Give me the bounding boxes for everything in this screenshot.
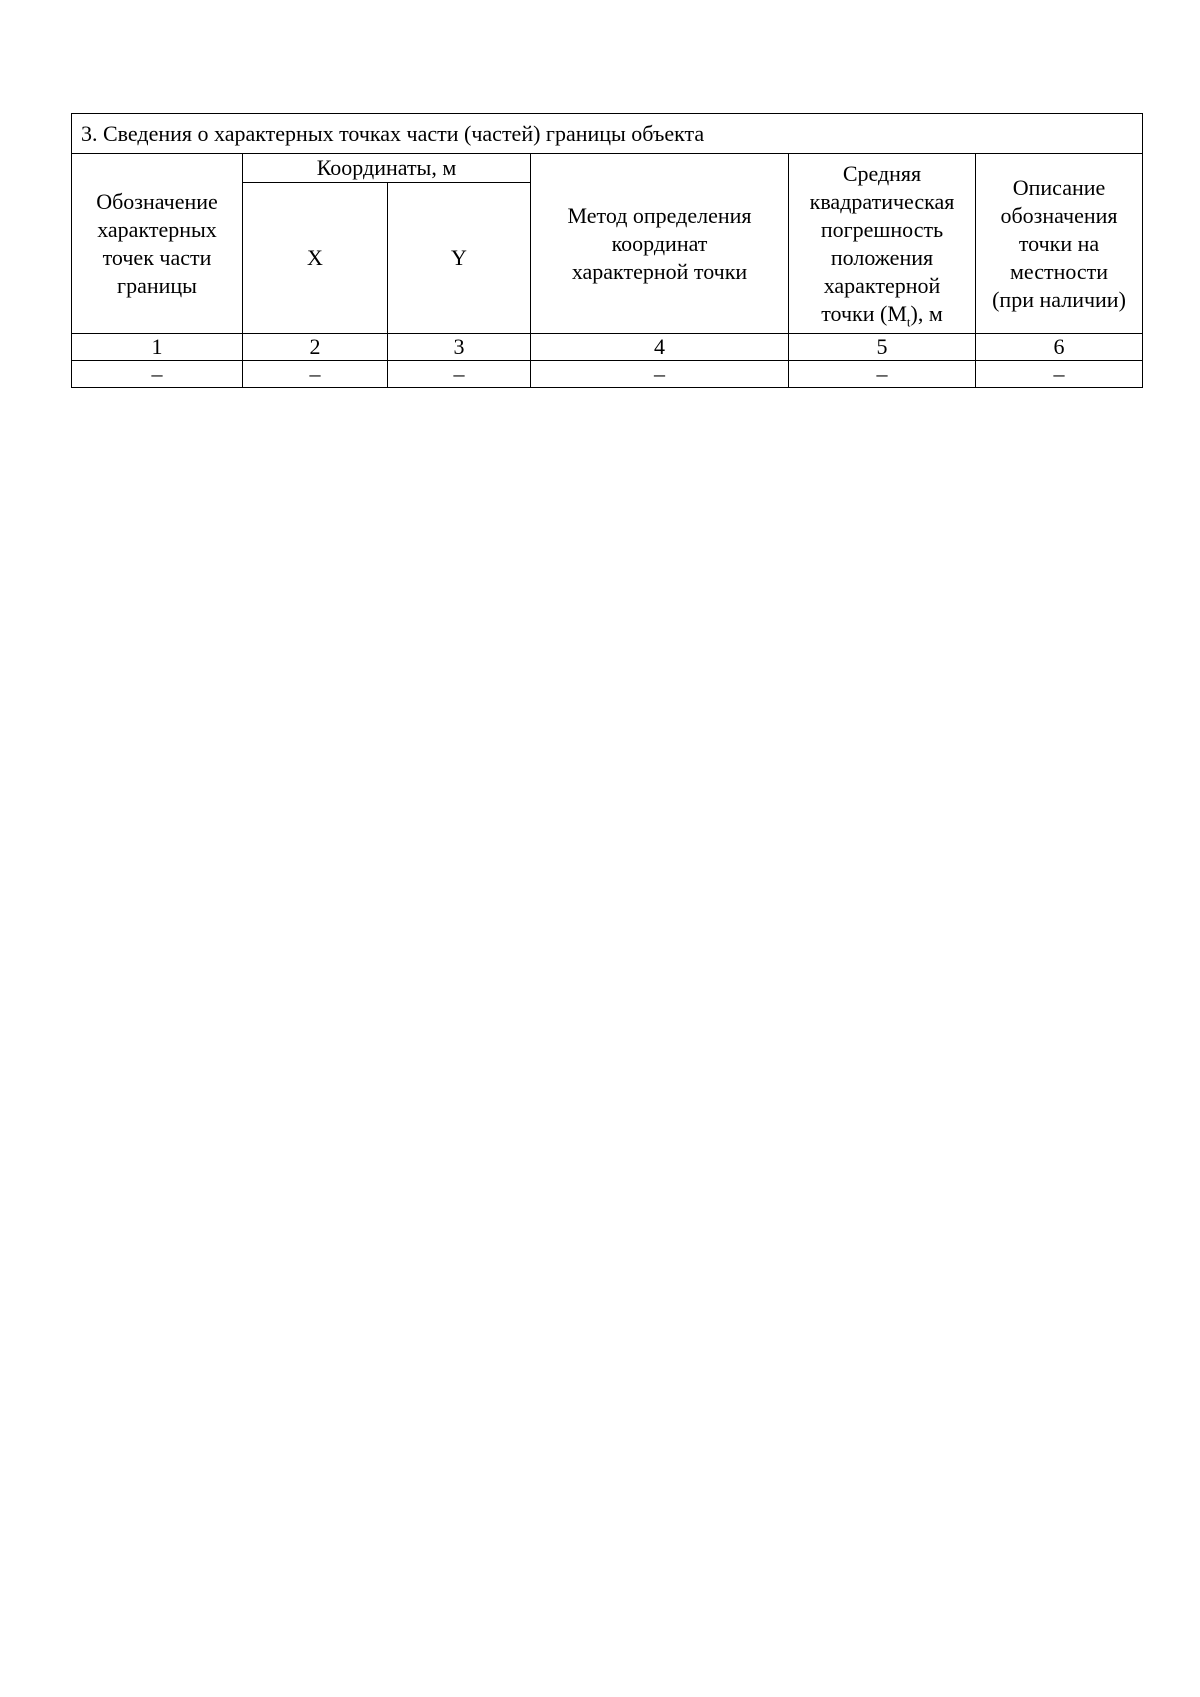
header-rms-error (789, 154, 976, 334)
column-number: 6 (976, 334, 1143, 361)
header-text: точки (M (821, 300, 907, 326)
header-y: Y (388, 183, 531, 334)
column-number: 2 (243, 334, 388, 361)
header-line (793, 300, 971, 328)
header-line: Метод определения (567, 202, 752, 228)
column-number: 5 (789, 334, 976, 361)
column-numbers-row (72, 334, 1143, 361)
header-line: квадратическая (809, 188, 955, 214)
header-line: Средняя (842, 160, 922, 186)
header-line: координат (611, 230, 708, 256)
header-line: границы (117, 272, 197, 298)
header-coordinates-group: Координаты, м (243, 154, 531, 183)
column-number: 3 (388, 334, 531, 361)
header-line: характерной (823, 272, 941, 298)
table-row (72, 361, 1143, 388)
table-cell: – (789, 361, 976, 388)
subscript-t: t (906, 313, 911, 329)
table-cell: – (243, 361, 388, 388)
header-line: точки на (1018, 230, 1100, 256)
boundary-points-table (71, 113, 1143, 388)
table-cell: – (531, 361, 789, 388)
header-method (531, 154, 789, 334)
table-cell: – (388, 361, 531, 388)
header-description (976, 154, 1143, 334)
header-line: точек части (102, 244, 212, 270)
header-row-top (72, 154, 1143, 183)
header-text: ), м (910, 300, 943, 326)
section-title-row (72, 114, 1143, 154)
column-number: 4 (531, 334, 789, 361)
header-line: обозначения (1000, 202, 1118, 228)
header-line: характерной точки (571, 258, 748, 284)
section-title: 3. Сведения о характерных точках части (частей) границы объекта (72, 114, 1143, 154)
column-number: 1 (72, 334, 243, 361)
header-line: (при наличии) (992, 286, 1126, 312)
header-line: погрешность (820, 216, 944, 242)
header-line: характерных (97, 216, 217, 242)
table-cell: – (976, 361, 1143, 388)
header-line: Описание (1012, 174, 1106, 200)
table-cell: – (72, 361, 243, 388)
header-line: местности (1009, 258, 1109, 284)
header-line: Обозначение (96, 188, 218, 214)
header-line: положения (830, 244, 934, 270)
header-x: X (243, 183, 388, 334)
header-point-designation (72, 154, 243, 334)
